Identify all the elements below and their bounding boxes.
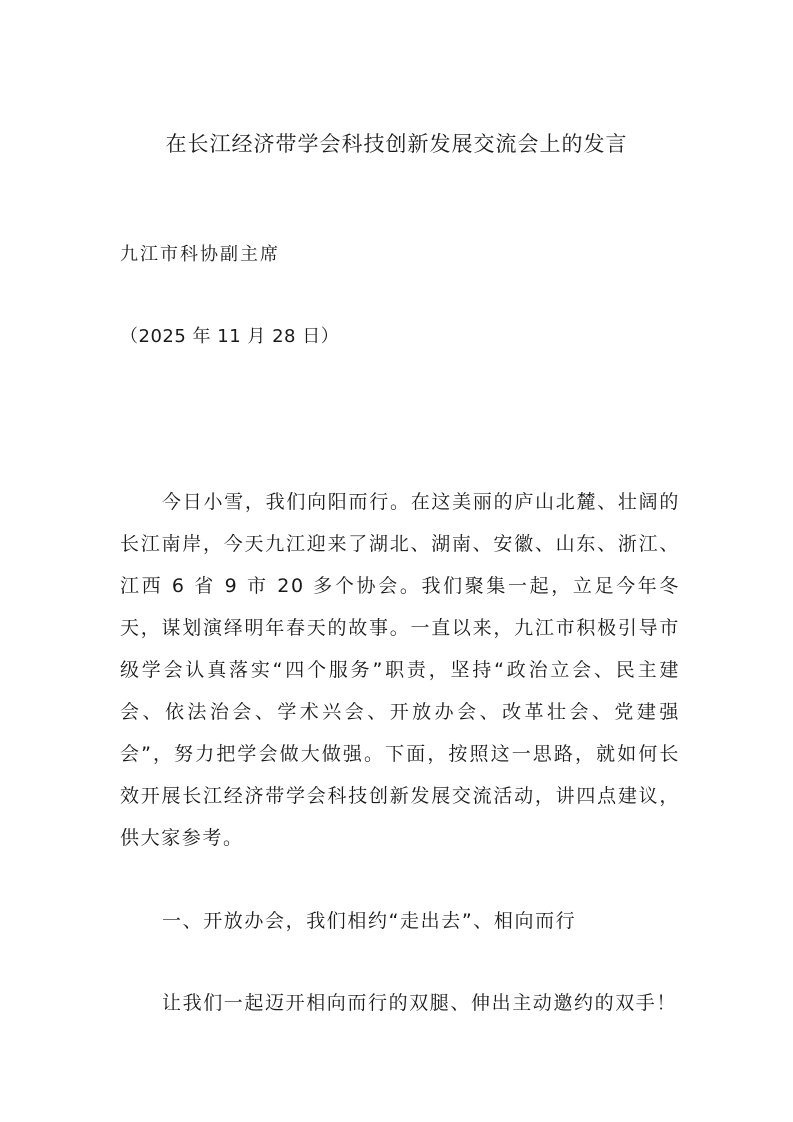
section-paragraph: 让我们一起迈开相向而行的双腿、伸出主动邀约的双手！ [162, 992, 678, 1014]
speaker-name: 九江市科协副主席 [120, 244, 280, 265]
document-title: 在长江经济带学会科技创新发展交流会上的发言 [165, 132, 628, 156]
body-paragraph: 今日小雪，我们向阳而行。在这美丽的庐山北麓、壮阔的长江南岸，今天九江迎来了湖北、湖南、安徽、山东、浙江、江西 6 省 9 市 20 多个协会。我们聚集一起，立足今年冬天，谋划演绎明年春天的故事。一直以来，九江市积极引导市级学会认真落实“四个服务”职责，坚持“政治立会、民主建会、依法治会、学术兴会、开放办会、改革壮会、党建强会”，努力把学会做大做强。下面，按照这一思路，就如何长效开展长江经济带学会科技创新发展交流活动，讲四点建议，供大家参考。 [120, 491, 680, 849]
speech-date: （2025 年 11 月 28 日） [120, 326, 340, 347]
section-heading: 一、开放办会，我们相约“走出去”、相向而行 [162, 910, 577, 932]
